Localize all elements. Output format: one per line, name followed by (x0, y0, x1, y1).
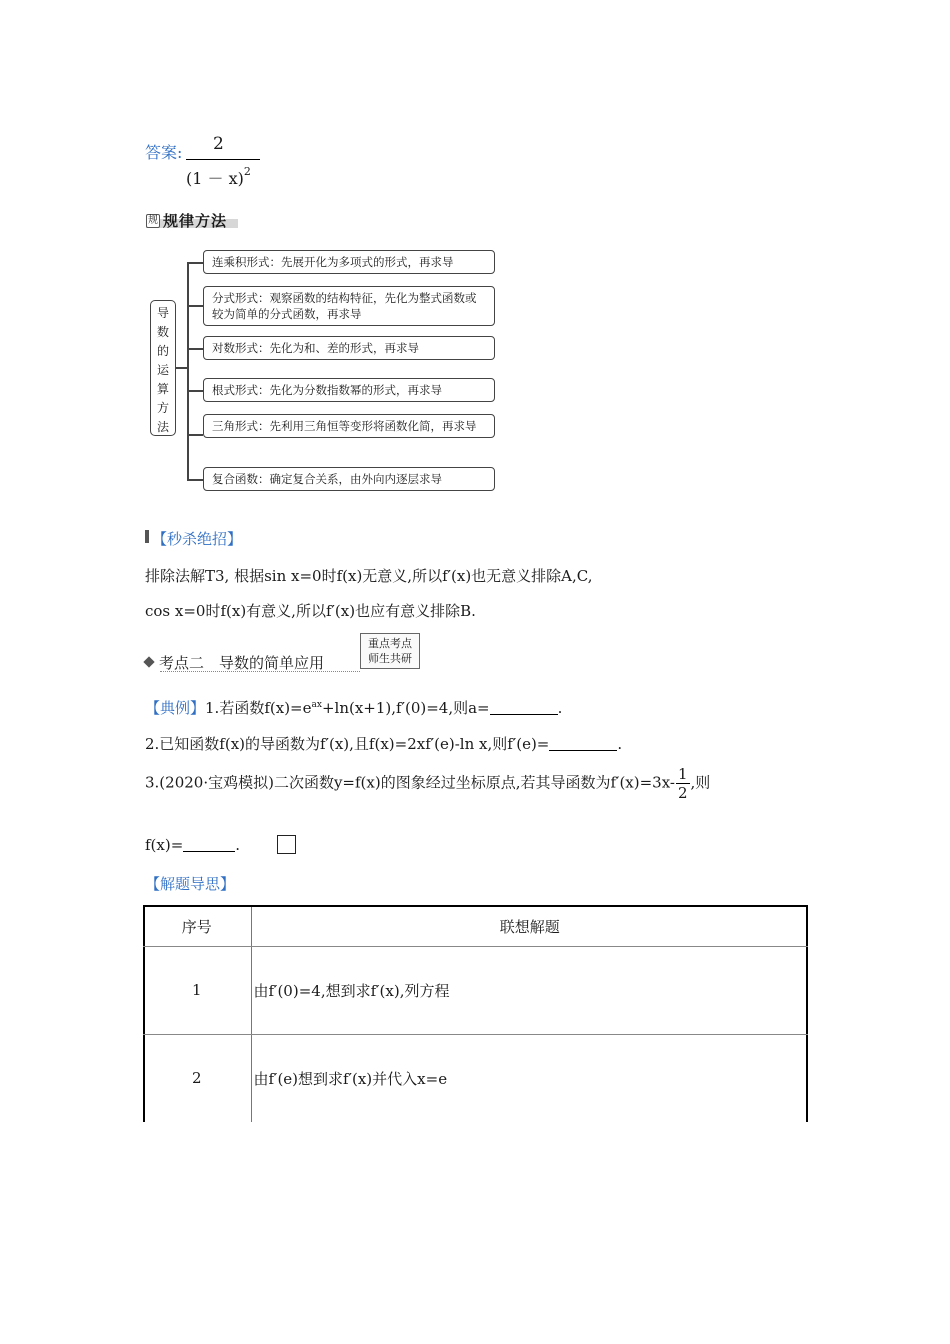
mindmap-item-product: 连乘积形式：先展开化为多项式的形式，再求导 (203, 250, 495, 274)
q3-text-b: ,则 (690, 773, 711, 792)
connector (187, 348, 203, 350)
connector (187, 434, 203, 436)
q3-end: . (235, 836, 241, 854)
miaosha-line-2: cos x=0时f(x)有意义,所以f′(x)也应有意义排除B. (145, 602, 476, 620)
miaosha-line-1: 排除法解T3, 根据sin x=0时f(x)无意义,所以f′(x)也无意义排除A,C, (145, 567, 593, 585)
fraction-bar (186, 159, 260, 160)
header-number: 序号 (143, 906, 251, 946)
solution-table (143, 905, 808, 1122)
brace-line (187, 262, 189, 480)
jieti-title: 【解题导思】 (145, 875, 236, 893)
q1-text-a: 1.若函数f(x)=e (205, 699, 312, 717)
table-header-row (143, 906, 808, 946)
q1-text-b: +ln(x+1),f′(0)=4,则a= (321, 699, 490, 717)
answer-blank-2[interactable] (549, 736, 617, 751)
header-idea: 联想解题 (251, 906, 808, 946)
denominator-base: (1 － x) (186, 169, 244, 188)
answer-denominator (186, 165, 251, 189)
mindmap-item-fraction: 分式形式：观察函数的结构特征，先化为整式函数或较为简单的分式函数，再求导 (203, 286, 495, 326)
answer-blank-3[interactable] (183, 837, 235, 852)
row-number: 1 (143, 946, 251, 1034)
answer-label: 答案: (145, 143, 183, 162)
question-3 (145, 765, 710, 802)
q3-text-a: 3.(2020·宝鸡模拟)二次函数y=f(x)的图象经过坐标原点,若其导函数为f′(x)=3x- (145, 773, 675, 792)
table-row (143, 1034, 808, 1122)
section-marker (145, 530, 149, 543)
q1-end: . (557, 699, 563, 717)
connector (187, 390, 203, 392)
q1-exponent: ax (311, 700, 322, 710)
section-heading (145, 652, 324, 673)
table-row (143, 946, 808, 1034)
question-2 (145, 733, 622, 754)
q2-end: . (617, 735, 623, 753)
mindmap-item-composite: 复合函数：确定复合关系，由外向内逐层求导 (203, 467, 495, 491)
answer-blank-1[interactable] (490, 700, 558, 715)
answer-numerator: 2 (213, 134, 224, 154)
rule-method-header (146, 210, 238, 230)
example-tag: 【典例】 (145, 699, 206, 717)
q2-text: 2.已知函数f(x)的导函数为f′(x),且f(x)=2xf′(e)-ln x,则f′(e)= (145, 735, 550, 753)
question-1 (145, 697, 562, 718)
q3-fraction-numerator: 1 (677, 765, 688, 783)
stamp-line-2: 师生共研 (368, 652, 412, 665)
denominator-exponent: 2 (243, 165, 251, 178)
connector (187, 479, 203, 481)
section-heading-text: 考点二 导数的简单应用 (159, 654, 325, 672)
miaosha-title: 【秒杀绝招】 (152, 530, 243, 548)
row-text: 由f′(e)想到求f′(x)并代入x=e (253, 1069, 448, 1088)
mindmap-item-trig: 三角形式：先利用三角恒等变形将函数化简，再求导 (203, 414, 495, 438)
q3-line2-text: f(x)= (145, 836, 184, 854)
q3-fraction-denominator: 2 (677, 784, 688, 802)
connector (187, 305, 203, 307)
question-3-line-2 (145, 836, 240, 854)
answer-checkbox[interactable] (277, 835, 296, 854)
diamond-icon (143, 656, 154, 667)
mindmap-item-log: 对数形式：先化为和、差的形式，再求导 (203, 336, 495, 360)
mindmap-item-radical: 根式形式：先化为分数指数幂的形式，再求导 (203, 378, 495, 402)
row-text: 由f′(0)=4,想到求f′(x),列方程 (251, 946, 808, 1034)
dotted-underline (160, 671, 360, 672)
rule-icon: 规 (148, 215, 158, 226)
row-number: 2 (143, 1034, 251, 1122)
key-point-stamp (360, 633, 420, 669)
mindmap-root-label: 导 数 的 运 算 方 法 (156, 306, 169, 434)
mindmap-root (150, 300, 176, 436)
rule-method-title: 规律方法 (163, 212, 228, 230)
q3-fraction (676, 765, 690, 802)
connector (187, 262, 203, 264)
stamp-line-1: 重点考点 (368, 637, 412, 650)
